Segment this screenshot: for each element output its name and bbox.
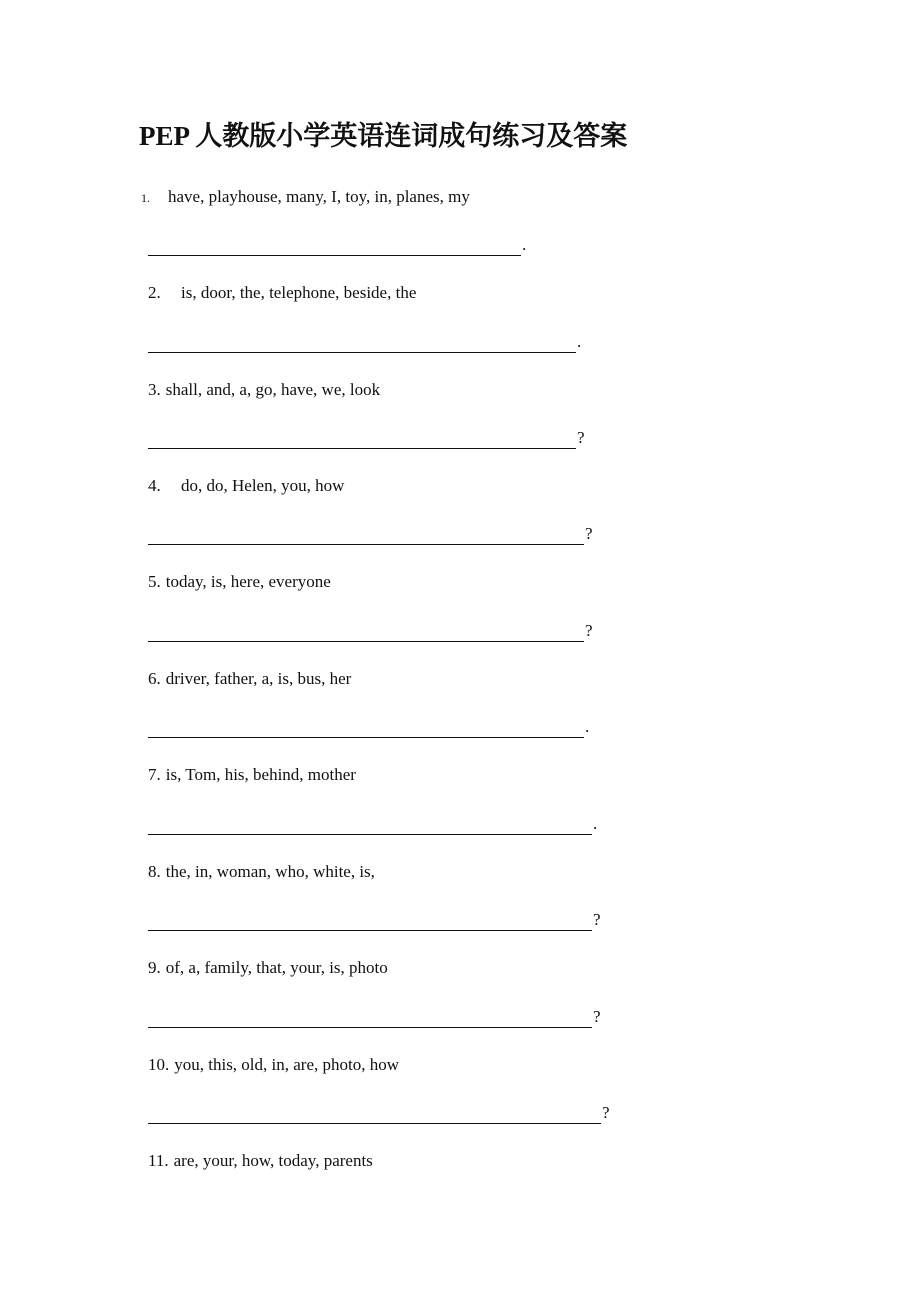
question-words: shall, and, a, go, have, we, look — [165, 380, 381, 399]
question-number: 4. — [148, 476, 161, 495]
question-number: 8. — [148, 862, 161, 881]
question-6-prompt — [148, 668, 351, 690]
answer-blank[interactable] — [148, 528, 584, 545]
question-5-answer-line[interactable] — [148, 620, 593, 642]
question-number: 9. — [148, 958, 161, 977]
answer-blank[interactable] — [148, 1011, 592, 1028]
question-number: 3. — [148, 380, 161, 399]
question-words: are, your, how, today, parents — [173, 1151, 373, 1170]
question-6-answer-line[interactable] — [148, 716, 589, 738]
question-1-answer-line[interactable] — [148, 234, 526, 256]
end-punctuation: ? — [593, 910, 601, 929]
question-words: do, do, Helen, you, how — [181, 476, 345, 495]
page-title: PEP 人教版小学英语连词成句练习及答案 — [139, 121, 628, 151]
question-7-answer-line[interactable] — [148, 813, 597, 835]
question-words: is, Tom, his, behind, mother — [165, 765, 356, 784]
answer-blank[interactable] — [148, 914, 592, 931]
end-punctuation: ? — [593, 1007, 601, 1026]
answer-blank[interactable] — [148, 336, 576, 353]
question-1-prompt — [141, 186, 470, 209]
answer-blank[interactable] — [148, 432, 576, 449]
question-words: you, this, old, in, are, photo, how — [174, 1055, 400, 1074]
question-words: driver, father, a, is, bus, her — [165, 669, 352, 688]
question-number: 5. — [148, 572, 161, 591]
end-punctuation: . — [593, 814, 598, 833]
question-words: today, is, here, everyone — [165, 572, 331, 591]
question-number: 11. — [148, 1151, 169, 1170]
answer-blank[interactable] — [148, 625, 584, 642]
question-9-answer-line[interactable] — [148, 1006, 601, 1028]
answer-blank[interactable] — [148, 239, 521, 256]
question-10-answer-line[interactable] — [148, 1102, 610, 1124]
question-8-prompt — [148, 861, 375, 883]
question-2-answer-line[interactable] — [148, 331, 581, 353]
question-4-answer-line[interactable] — [148, 523, 593, 545]
question-number: 2. — [148, 283, 161, 302]
question-number: 10. — [148, 1055, 170, 1074]
question-words: the, in, woman, who, white, is, — [165, 862, 375, 881]
end-punctuation: ? — [585, 524, 593, 543]
question-2-prompt — [148, 282, 416, 304]
question-7-prompt — [148, 764, 356, 786]
question-9-prompt — [148, 957, 388, 979]
question-5-prompt — [148, 571, 331, 593]
answer-blank[interactable] — [148, 818, 592, 835]
question-10-prompt — [148, 1054, 399, 1076]
end-punctuation: ? — [585, 621, 593, 640]
question-words: have, playhouse, many, I, toy, in, planes, my — [168, 187, 470, 206]
end-punctuation: . — [522, 235, 527, 254]
question-words: of, a, family, that, your, is, photo — [165, 958, 388, 977]
question-4-prompt — [148, 475, 344, 497]
question-11-prompt — [148, 1150, 373, 1172]
answer-blank[interactable] — [148, 721, 584, 738]
question-3-answer-line[interactable] — [148, 427, 585, 449]
question-number: 7. — [148, 765, 161, 784]
question-words: is, door, the, telephone, beside, the — [181, 283, 417, 302]
question-8-answer-line[interactable] — [148, 909, 601, 931]
question-3-prompt — [148, 379, 380, 401]
question-number: 6. — [148, 669, 161, 688]
answer-blank[interactable] — [148, 1107, 601, 1124]
end-punctuation: . — [577, 332, 582, 351]
end-punctuation: ? — [577, 428, 585, 447]
end-punctuation: ? — [602, 1103, 610, 1122]
end-punctuation: . — [585, 717, 590, 736]
question-number: 1. — [141, 191, 150, 205]
